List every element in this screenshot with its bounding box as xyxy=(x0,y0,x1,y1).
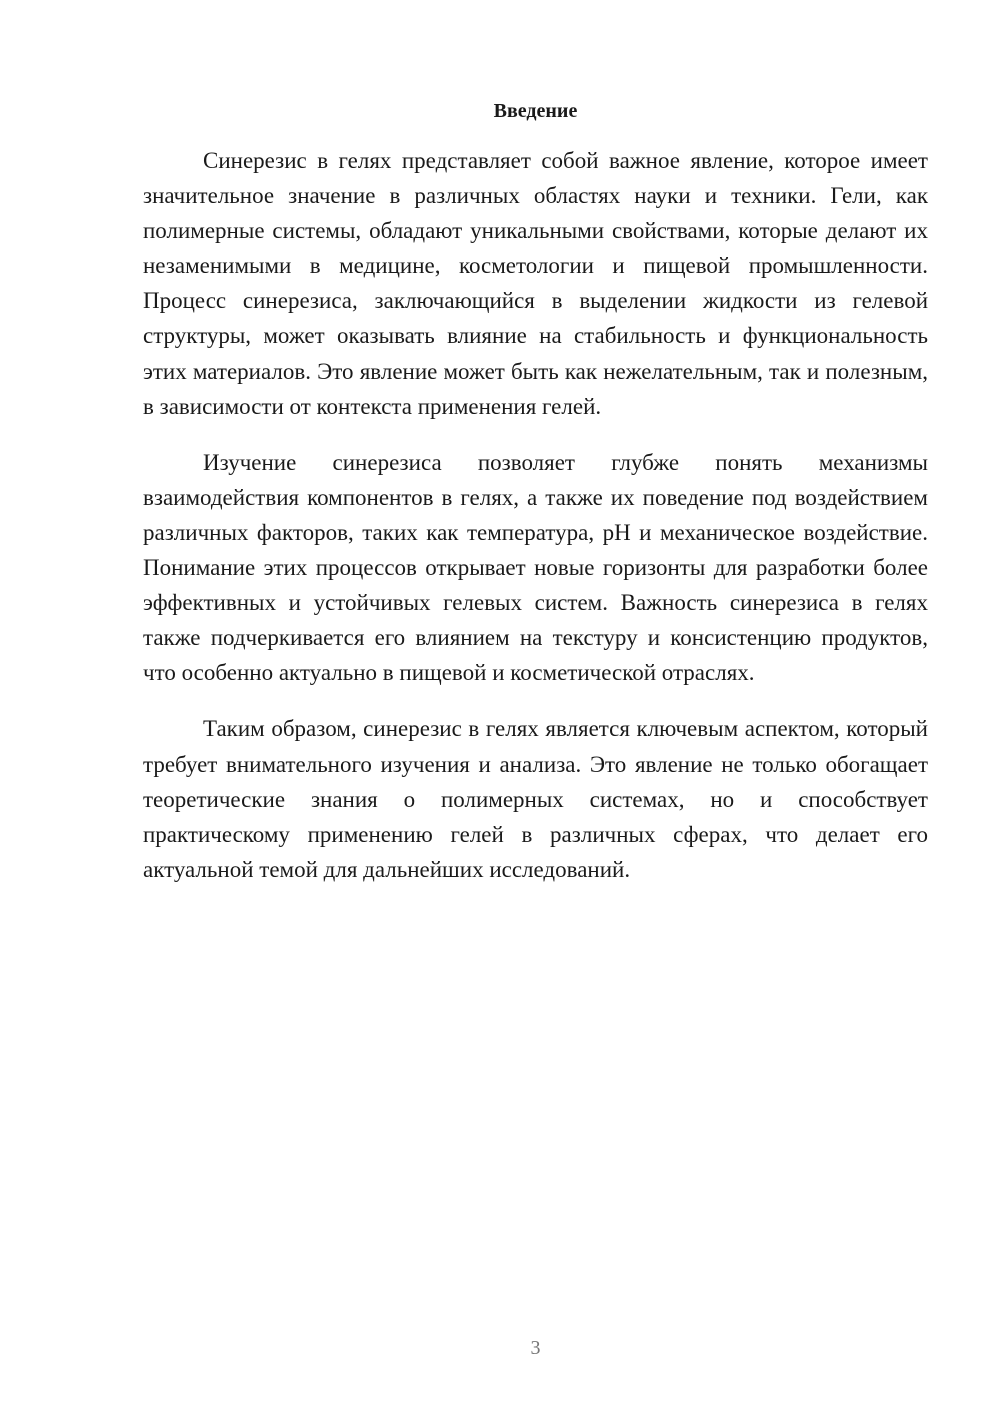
paragraph-3: Таким образом, синерезис в гелях является ключевым аспектом, который требует внимательного изучения и анализа. Это явление не только обогащает теоретические знания о полимерных системах, но и способствует практическому применению гелей в различных сферах, что делает его актуальной темой для дальнейших исследований. xyxy=(143,716,928,882)
paragraph-2: Изучение синерезиса позволяет глубже понять механизмы взаимодействия компонентов в гелях, а также их поведение под воздействием различных факторов, таких как температура, pH и механическое воздействие. Понимание этих процессов открывает новые горизонты для разработки более эффективных и устойчивых гелевых систем. Важность синерезиса в гелях также подчеркивается его влиянием на текстуру и консистенцию продуктов, что особенно актуально в пищевой и косметической отраслях. xyxy=(143,449,928,686)
document-body xyxy=(143,143,928,908)
page-number: 3 xyxy=(530,1337,541,1359)
paragraph-1: Синерезис в гелях представляет собой важное явление, которое имеет значительное значение в различных областях науки и техники. Гели, как полимерные системы, обладают уникальными свойствами, которые делают их незаменимыми в медицине, косметологии и пищевой промышленности. Процесс синерезиса, заключающийся в выделении жидкости из гелевой структуры, может оказывать влияние на стабильность и функциональность этих материалов. Это явление может быть как нежелательным, так и полезным, в зависимости от контекста применения гелей. xyxy=(143,148,928,419)
page-title: Введение xyxy=(493,100,578,122)
